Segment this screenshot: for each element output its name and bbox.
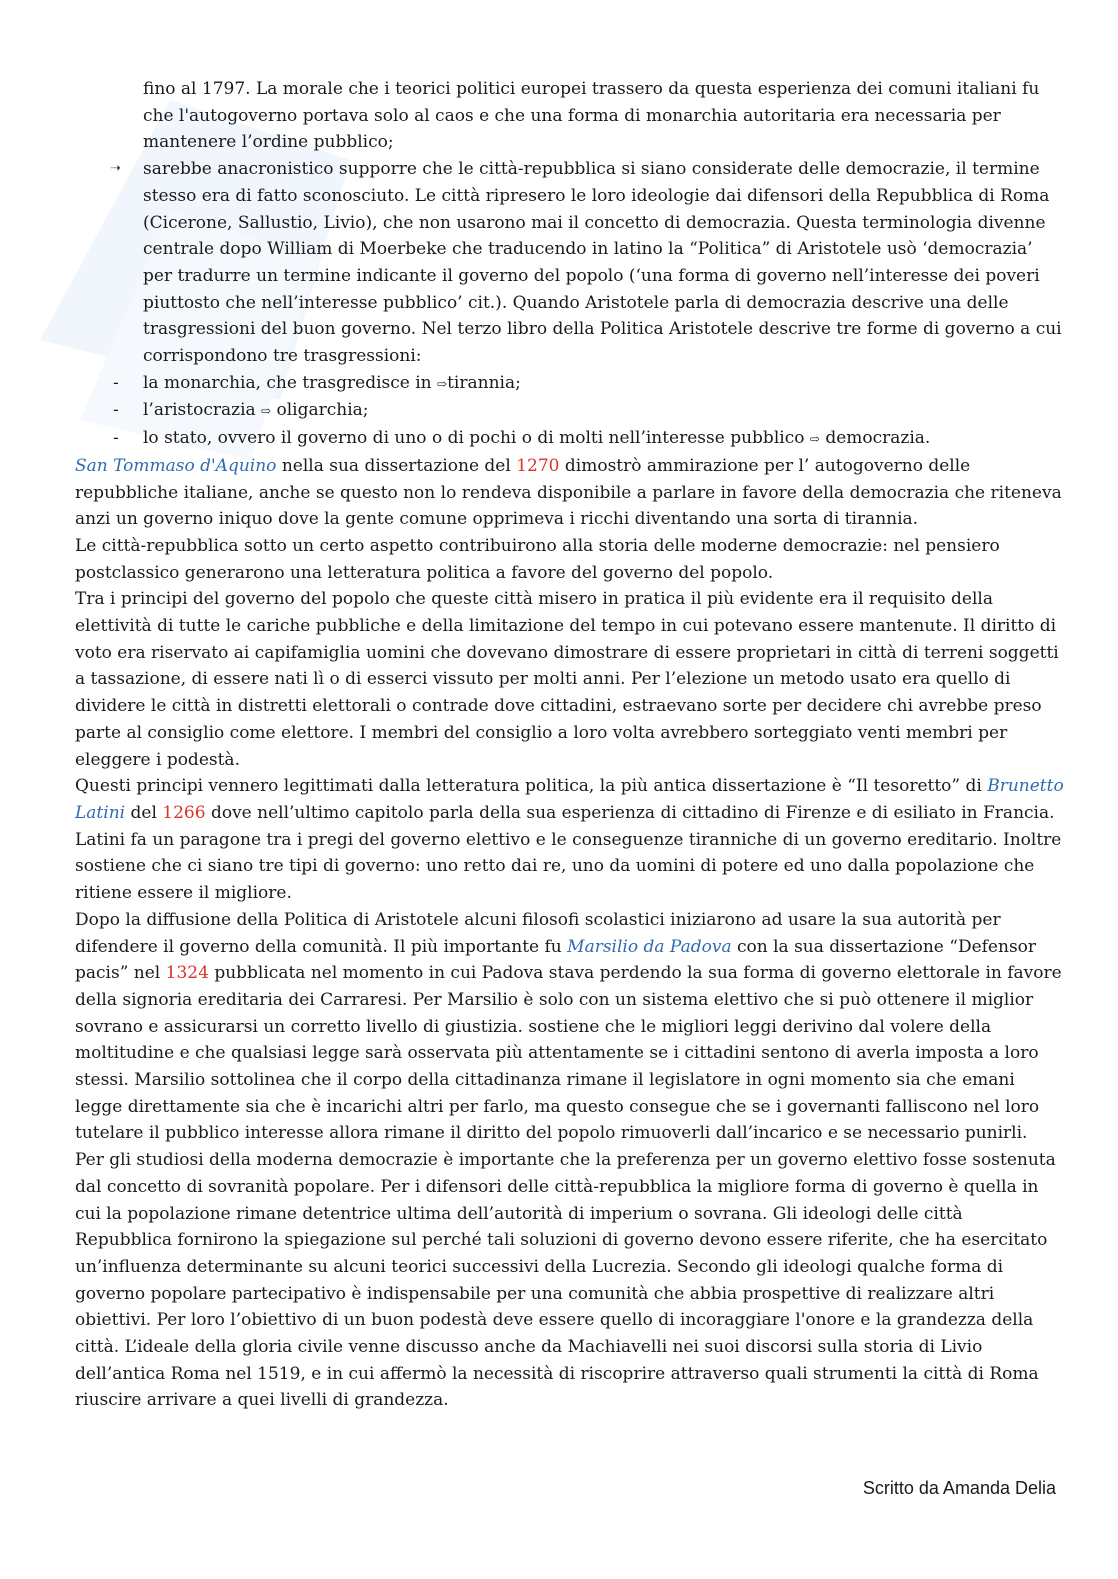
arrow-bullet-text: sarebbe anacronistico supporre che le città-repubblica si siano considerate delle democrazie, il termine stesso era di fatto sconosciuto. Le città ripresero le loro ideologie dai difensori della Repubblica di Roma (Cicerone, Sallustio, Livio), che non usarono mai il concetto di democrazia. Questa terminologia divenne centrale dopo William di Moerbeke che traducendo in latino la “Politica” di Aristotele usò ‘democrazia’ per tradurre un termine indicante il governo del popolo (‘una forma di governo nell’interesse dei poveri piuttosto che nell’interesse pubblico’ cit.). Quando Aristotele parla di democrazia descrive una delle trasgressioni del buon governo. Nel terzo libro della Politica Aristotele descrive tre forme di governo a cui corrispondono tre trasgressioni:: [143, 159, 1062, 367]
text-run: pubblicata nel momento in cui Padova stava perdendo la sua forma di governo elettorale in favore della signoria ereditaria dei Carraresi. Per Marsilio è solo con un sistema elettivo che si può ottenere il miglior sovrano e assicurarsi un corretto livello di giustizia. sostiene che le migliori leggi derivino dal volere della moltitudine e che qualsiasi legge sarà osservata più attentamente se i cittadini sentono di averla imposta a loro stessi. Marsilio sottolinea che il corpo della cittadinanza rimane il legislatore in ogni momento sia che emani legge direttamente sia che è incarichi altri per farlo, ma questo consegue che se i governanti falliscono nel loro tutelare il pubblico interesse allora rimane il diritto del popolo rimuoverli dall’incarico e se necessario punirli.: [75, 963, 1062, 1144]
year-highlight: 1324: [165, 963, 209, 984]
arrow-right-icon: ⇨: [261, 404, 272, 419]
form-text: la monarchia, che trasgredisce in: [143, 372, 438, 393]
year-highlight: 1270: [516, 455, 560, 476]
intro-continuation: fino al 1797. La morale che i teorici politici europei trassero da questa esperienza dei comuni italiani fu che l'autogoverno portava solo al caos e che una forma di monarchia autoritaria era necessaria per mantenere l’ordine pubblico;: [143, 79, 1040, 153]
form-result: tirannia;: [447, 372, 521, 393]
text-run: dove nell’ultimo capitolo parla della sua esperienza di cittadino di Firenze e di esiliato in Francia. Latini fa un paragone tra i pregi del governo elettivo e le conseguenze tiranniche di un governo ereditario. Inoltre sostiene che ci siano tre tipi di governo: uno retto dai re, uno da uomini di potere ed uno dalla popolazione che ritiene essere il migliore.: [75, 802, 1062, 904]
footer-author: Scritto da Amanda Delia: [862, 1478, 1056, 1498]
text-run: Questi principi vennero legittimati dalla letteratura politica, la più antica dissertazione è “Il tesoretto” di: [75, 776, 988, 797]
paragraph-citta-repubblica: Le città-repubblica sotto un certo aspetto contribuirono alla storia delle moderne democrazie: nel pensiero postclassico generarono una letteratura politica a favore del governo del popolo.: [75, 535, 1000, 583]
form-result: democrazia.: [819, 428, 931, 449]
list-item: [75, 425, 1065, 453]
form-result: oligarchia;: [271, 400, 369, 421]
arrow-right-icon: ⇨: [809, 432, 820, 447]
paragraph-sovranita: Per gli studiosi della moderna democrazie è importante che la preferenza per un governo elettivo fosse sostenuta dal concetto di sovranità popolare. Per i difensori delle città-repubblica la migliore forma di governo è quella in cui la popolazione rimane detentrice ultima dell’autorità di imperium o sovrana. Gli ideologi delle città Repubblica fornirono la spiegazione sul perché tali soluzioni di governo devono essere riferite, che ha esercitato un’influenza determinante su alcuni teorici successivi della Lucrezia. Secondo gli ideologi qualche forma di governo popolare partecipativo è indispensabile per una comunità che abbia prospettive di realizzare altri obiettivi. Per loro l’obiettivo di un buon podestà deve essere quello di incoraggiare l'onore e la grandezza della città. L’ideale della gloria civile venne discusso anche da Machiavelli nei suoi discorsi sulla storia di Livio dell’antica Roma nel 1519, e in cui affermò la necessità di riscoprire attraverso quali strumenti la città di Roma riuscire arrivare a quei livelli di grandezza.: [75, 1150, 1056, 1411]
paragraph-latini: [75, 773, 1065, 907]
form-text: l’aristocrazia: [143, 400, 262, 421]
text-run: del: [125, 802, 163, 823]
paragraph-principi: Tra i principi del governo del popolo che queste città misero in pratica il più evidente era il requisito della elettività di tutte le cariche pubbliche e della limitazione del tempo in cui potevano essere mantenute. Il diritto di voto era riservato ai capifamiglia uomini che dovevano dimostrare di essere proprietari in città di terreni soggetti a tassazione, di essere nati lì o di esserci vissuto per molti anni. Per l’elezione un metodo usato era quello di dividere le città in distretti elettorali o contrade dove cittadini, estraevano sorte per decidere chi avrebbe preso parte al consiglio come elettore. I membri del consiglio a loro volta avrebbero sorteggiato venti membri per eleggere i podestà.: [75, 589, 1059, 770]
text-run: nella sua dissertazione del: [276, 455, 517, 476]
form-text: lo stato, ovvero il governo di uno o di pochi o di molti nell’interesse pubblico: [143, 428, 810, 449]
person-name: San Tommaso d'Aquino: [75, 455, 277, 476]
paragraph-aquino: [75, 453, 1065, 533]
year-highlight: 1266: [162, 802, 206, 823]
person-name: Brunetto Latini: [75, 776, 1064, 823]
dash-bullet-icon: -: [113, 400, 119, 421]
person-name: Marsilio da Padova: [567, 936, 732, 957]
text-run: con la sua dissertazione “Defensor pacis” nel: [75, 936, 1037, 984]
text-run: dimostrò ammirazione per l’ autogoverno delle repubbliche italiane, anche se questo non lo rendeva disponibile a parlare in favore della democrazia che riteneva anzi un governo iniquo dove la gente comune opprimeva i ricchi diventando una sorta di tirannia.: [75, 455, 1062, 530]
arrow-bullet-item: [75, 156, 1065, 370]
dash-bullet-icon: -: [113, 372, 119, 393]
paragraph-marsilio: [75, 907, 1065, 1147]
list-item: [75, 397, 1065, 425]
arrow-bullet-icon: ➝: [110, 161, 121, 177]
dash-bullet-icon: -: [113, 428, 119, 449]
text-run: Dopo la diffusione della Politica di Aristotele alcuni filosofi scolastici iniziarono ad usare la sua autorità per difendere il governo della comunità. Il più importante fu: [75, 909, 1001, 957]
document-body: [75, 76, 1065, 1414]
arrow-right-icon: ⇨: [437, 376, 448, 391]
list-item: [75, 370, 1065, 398]
